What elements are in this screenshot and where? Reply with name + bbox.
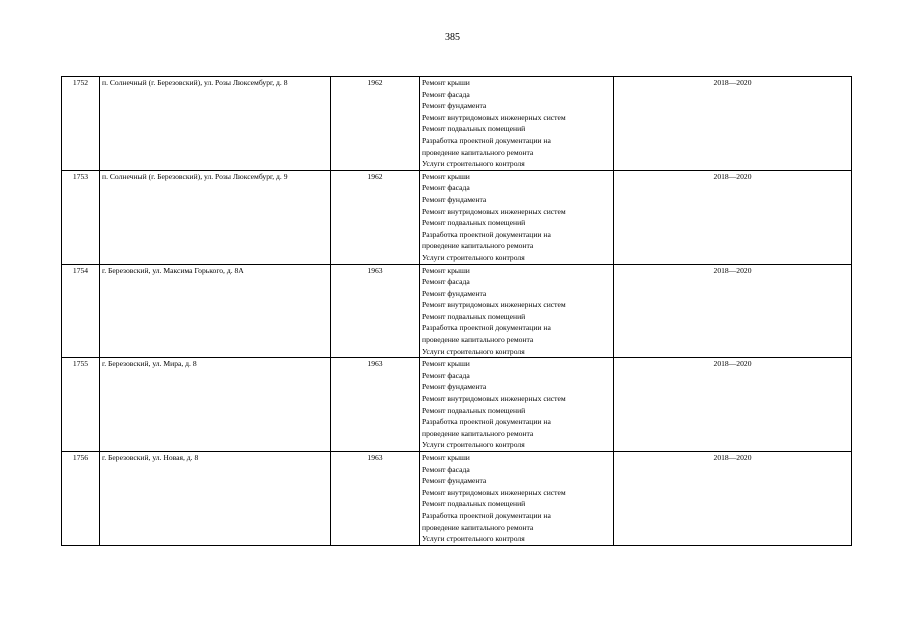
address-cell: г. Березовский, ул. Мира, д. 8 [100, 358, 331, 452]
row-number-cell: 1752 [62, 77, 100, 171]
table-row [62, 170, 852, 264]
work-item: Ремонт внутридомовых инженерных систем [422, 394, 566, 404]
works-list-cell [420, 358, 614, 452]
works-list-cell [420, 170, 614, 264]
work-item: Услуги строительного контроля [422, 159, 525, 169]
work-item: Услуги строительного контроля [422, 534, 525, 544]
year-built-cell: 1963 [331, 452, 420, 546]
work-item: Ремонт фасада [422, 89, 470, 99]
work-item: Ремонт крыши [422, 453, 470, 462]
work-item: проведение капитального ремонта [422, 428, 534, 438]
work-item: Услуги строительного контроля [422, 252, 525, 262]
works-list-cell [420, 77, 614, 171]
row-number-cell: 1755 [62, 358, 100, 452]
work-item: Разработка проектной документации на [422, 229, 551, 239]
row-number-cell: 1753 [62, 170, 100, 264]
address-cell: г. Березовский, ул. Новая, д. 8 [100, 452, 331, 546]
work-item: проведение капитального ремонта [422, 147, 534, 157]
work-item: проведение капитального ремонта [422, 522, 534, 532]
table-row [62, 77, 852, 171]
work-item: Ремонт крыши [422, 78, 470, 87]
work-item: Ремонт фундамента [422, 288, 487, 298]
page-number: 385 [445, 32, 460, 43]
work-item: Ремонт подвальных помещений [422, 405, 526, 415]
year-built-cell: 1963 [331, 358, 420, 452]
work-item: Ремонт крыши [422, 171, 470, 181]
work-item: Ремонт фундамента [422, 476, 487, 486]
work-item: Ремонт фасада [422, 277, 470, 287]
row-number-cell: 1754 [62, 264, 100, 358]
repair-register-table [61, 76, 852, 546]
work-item: Ремонт фундамента [422, 382, 487, 392]
year-built-cell: 1962 [331, 170, 420, 264]
year-built-cell: 1963 [331, 264, 420, 358]
work-item: Ремонт внутридомовых инженерных систем [422, 112, 566, 122]
address-cell: п. Солнечный (г. Березовский), ул. Розы Люксембург, д. 8 [100, 77, 331, 171]
work-item: Разработка проектной документации на [422, 417, 551, 427]
repair-period-cell: 2018—2020 [614, 358, 852, 452]
address-cell: г. Березовский, ул. Максима Горького, д. 8А [100, 264, 331, 358]
repair-period-cell: 2018—2020 [614, 452, 852, 546]
work-item: Ремонт фасада [422, 370, 470, 380]
work-item: Услуги строительного контроля [422, 440, 525, 450]
work-item: Разработка проектной документации на [422, 135, 551, 145]
table-row [62, 452, 852, 546]
work-item: Ремонт крыши [422, 359, 470, 369]
table-row [62, 358, 852, 452]
work-item: Ремонт подвальных помещений [422, 124, 526, 134]
work-item: Разработка проектной документации на [422, 510, 551, 520]
work-item: Услуги строительного контроля [422, 346, 525, 356]
work-item: Ремонт внутридомовых инженерных систем [422, 300, 566, 310]
work-item: Ремонт крыши [422, 265, 470, 275]
works-list-cell [420, 452, 614, 546]
work-item: Ремонт фасада [422, 464, 470, 474]
repair-period-cell: 2018—2020 [614, 77, 852, 171]
address-cell: п. Солнечный (г. Березовский), ул. Розы Люксембург, д. 9 [100, 170, 331, 264]
table-body [62, 77, 852, 546]
table-row [62, 264, 852, 358]
work-item: Ремонт внутридомовых инженерных систем [422, 206, 566, 216]
work-item: Ремонт фасада [422, 183, 470, 193]
repair-period-cell: 2018—2020 [614, 170, 852, 264]
work-item: проведение капитального ремонта [422, 241, 534, 251]
repair-period-cell: 2018—2020 [614, 264, 852, 358]
work-item: Ремонт подвальных помещений [422, 311, 526, 321]
work-item: Ремонт подвальных помещений [422, 218, 526, 228]
row-number-cell: 1756 [62, 452, 100, 546]
work-item: Ремонт внутридомовых инженерных систем [422, 487, 566, 497]
year-built-cell: 1962 [331, 77, 420, 171]
work-item: проведение капитального ремонта [422, 335, 534, 345]
work-item: Ремонт подвальных помещений [422, 499, 526, 509]
work-item: Ремонт фундамента [422, 101, 487, 111]
work-item: Ремонт фундамента [422, 194, 487, 204]
work-item: Разработка проектной документации на [422, 323, 551, 333]
works-list-cell [420, 264, 614, 358]
